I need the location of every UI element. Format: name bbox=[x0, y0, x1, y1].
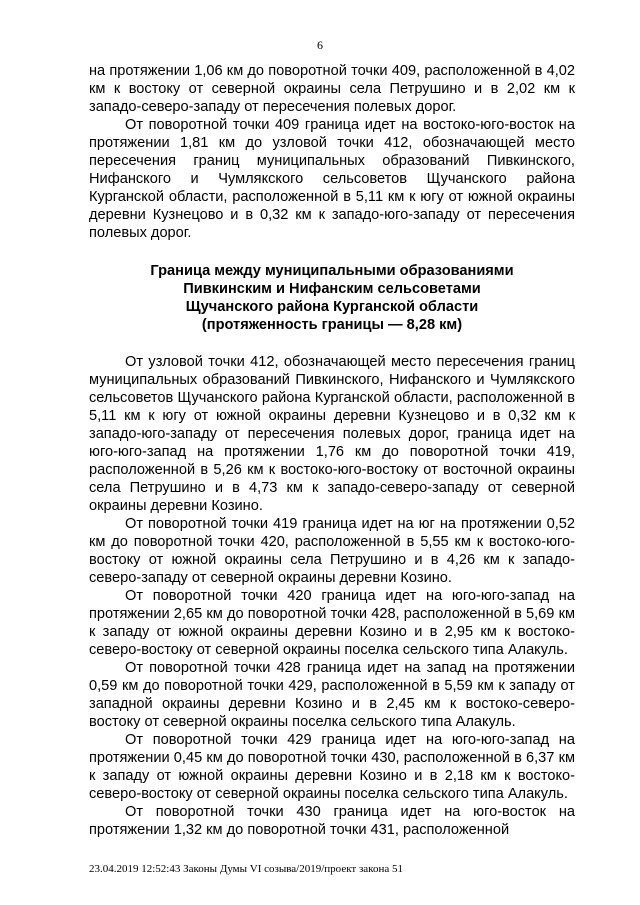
paragraph: От поворотной точки 428 граница идет на запад на протяжении 0,59 км до поворотной точки 429, расположенной в 5,59 км к западу от западной окраины деревни Козино и в 2,45 км к востоко-северо-востоку от северной окраины поселка сельского типа Алакуль. bbox=[89, 660, 575, 730]
heading-line: Щучанского района Курганской области bbox=[185, 299, 479, 315]
paragraph: От узловой точки 412, обозначающей место пересечения границ муниципальных образований Пивкинского, Нифанского и Чумлякского сельсоветов Щучанского района Курганской области, расположенной в 5,11 км к югу от южной окраины деревни Кузнецово и в 0,32 км к западо-юго-западу от пересечения полевых дорог, граница идет на юго-юго-запад на протяжении 1,76 км до поворотной точки 419, расположенной в 5,26 км к востоко-юго-востоку от восточной окраины села Петрушино и в 4,73 км к западо-северо-западу от северной окраины деревни Козино. bbox=[89, 354, 575, 514]
paragraph: От поворотной точки 430 граница идет на юго-восток на протяжении 1,32 км до поворотной точки 431, расположенной bbox=[89, 804, 575, 838]
paragraph: От поворотной точки 419 граница идет на юг на протяжении 0,52 км до поворотной точки 420, расположенной в 5,55 км к востоко-юго-востоку от южной окраины села Петрушино и в 4,26 км к западо-северо-западу от северной окраины деревни Козино. bbox=[89, 516, 575, 586]
paragraph: От поворотной точки 429 граница идет на юго-юго-запад на протяжении 0,45 км до поворотной точки 430, расположенной в 6,37 км к западу от южной окраины деревни Козино и в 2,18 км к востоко-северо-востоку от северной окраины поселка сельского типа Алакуль. bbox=[89, 732, 575, 802]
paragraph: на протяжении 1,06 км до поворотной точки 409, расположенной в 4,02 км к востоку от северной окраины села Петрушино и в 2,02 км к западо-северо-западу от пересечения полевых дорог. bbox=[89, 63, 575, 115]
paragraph: От поворотной точки 409 граница идет на востоко-юго-восток на протяжении 1,81 км до узловой точки 412, обозначающей место пересечения границ муниципальных образований Пивкинского, Нифанского и Чумлякского сельсоветов Щучанского района Курганской области, расположенной в 5,11 км к югу от южной окраины деревни Кузнецово и в 0,32 км к западо-юго-западу от пересечения полевых дорог. bbox=[89, 117, 575, 241]
footer-stamp: 23.04.2019 12:52:43 Законы Думы VI созыва/2019/проект закона 51 bbox=[89, 863, 403, 875]
paragraph: От поворотной точки 420 граница идет на юго-юго-запад на протяжении 2,65 км до поворотной точки 428, расположенной в 5,69 км к западу от южной окраины деревни Козино и в 2,95 км к востоко-северо-востоку от северной окраины поселка сельского типа Алакуль. bbox=[89, 588, 575, 658]
page-number: 6 bbox=[317, 38, 323, 52]
section-heading bbox=[89, 262, 575, 334]
heading-line: Граница между муниципальными образованиями bbox=[150, 263, 514, 279]
document-body bbox=[89, 62, 575, 839]
heading-line: Пивкинским и Нифанским сельсоветами bbox=[183, 281, 481, 297]
heading-line: (протяженность границы — 8,28 км) bbox=[201, 317, 463, 333]
